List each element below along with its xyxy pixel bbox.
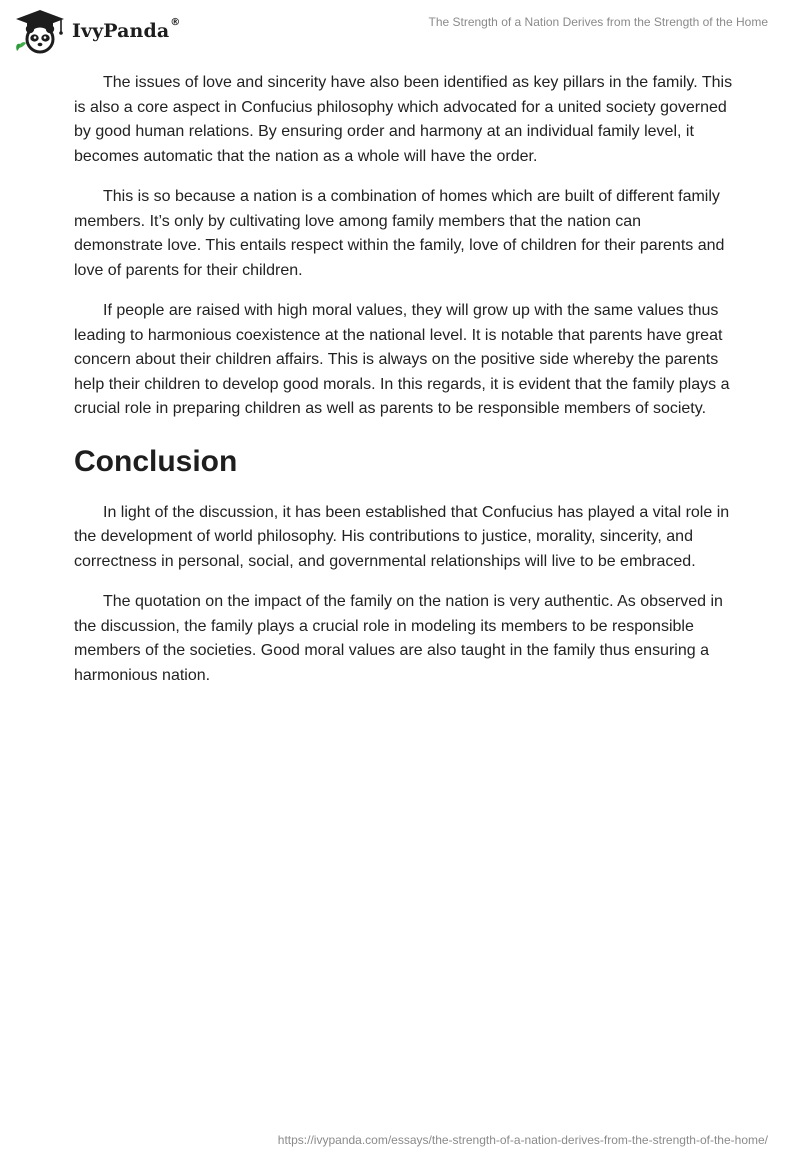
document-title: The Strength of a Nation Derives from the Strength of the Home xyxy=(428,15,768,29)
brand-name: IvyPanda® xyxy=(72,17,181,42)
source-url[interactable]: https://ivypanda.com/essays/the-strength-of-a-nation-derives-from-the-strength-of-the-home/ xyxy=(277,1133,768,1147)
page-header xyxy=(0,0,800,62)
ivypanda-logo[interactable] xyxy=(14,8,180,54)
body-paragraph: The issues of love and sincerity have also been identified as key pillars in the family. This is also a core aspect in Confucius philosophy which advocated for a united society governed by good human relations. By ensuring order and harmony at an individual family level, it becomes automatic that the nation as a whole will have the order. xyxy=(74,74,733,165)
essay-body xyxy=(74,71,734,704)
body-paragraph: This is so because a nation is a combination of homes which are built of different family members. It’s only by cultivating love among family members that the nation can demonstrate love. This entails respect within the family, love of children for their parents and love of parents for their children. xyxy=(74,188,725,279)
panda-graduation-cap-icon xyxy=(14,8,66,54)
section-heading: Conclusion xyxy=(74,444,238,478)
body-paragraph: If people are raised with high moral values, they will grow up with the same values thus leading to harmonious coexistence at the national level. It is notable that parents have great concern about their children affairs. This is always on the positive side whereby the parents help their children to develop good morals. In this regards, it is evident that the family plays a crucial role in preparing children as well as parents to be responsible members of society. xyxy=(74,302,730,417)
body-paragraph: The quotation on the impact of the family on the nation is very authentic. As observed in the discussion, the family plays a crucial role in modeling its members to be responsible members of the societies. Good moral values are also taught in the family thus ensuring a harmonious nation. xyxy=(74,593,723,684)
registered-mark: ® xyxy=(170,17,181,28)
body-paragraph: In light of the discussion, it has been established that Confucius has played a vital role in the development of world philosophy. His contributions to justice, morality, sincerity, and correctness in personal, social, and governmental relationships will live to be embraced. xyxy=(74,503,730,570)
